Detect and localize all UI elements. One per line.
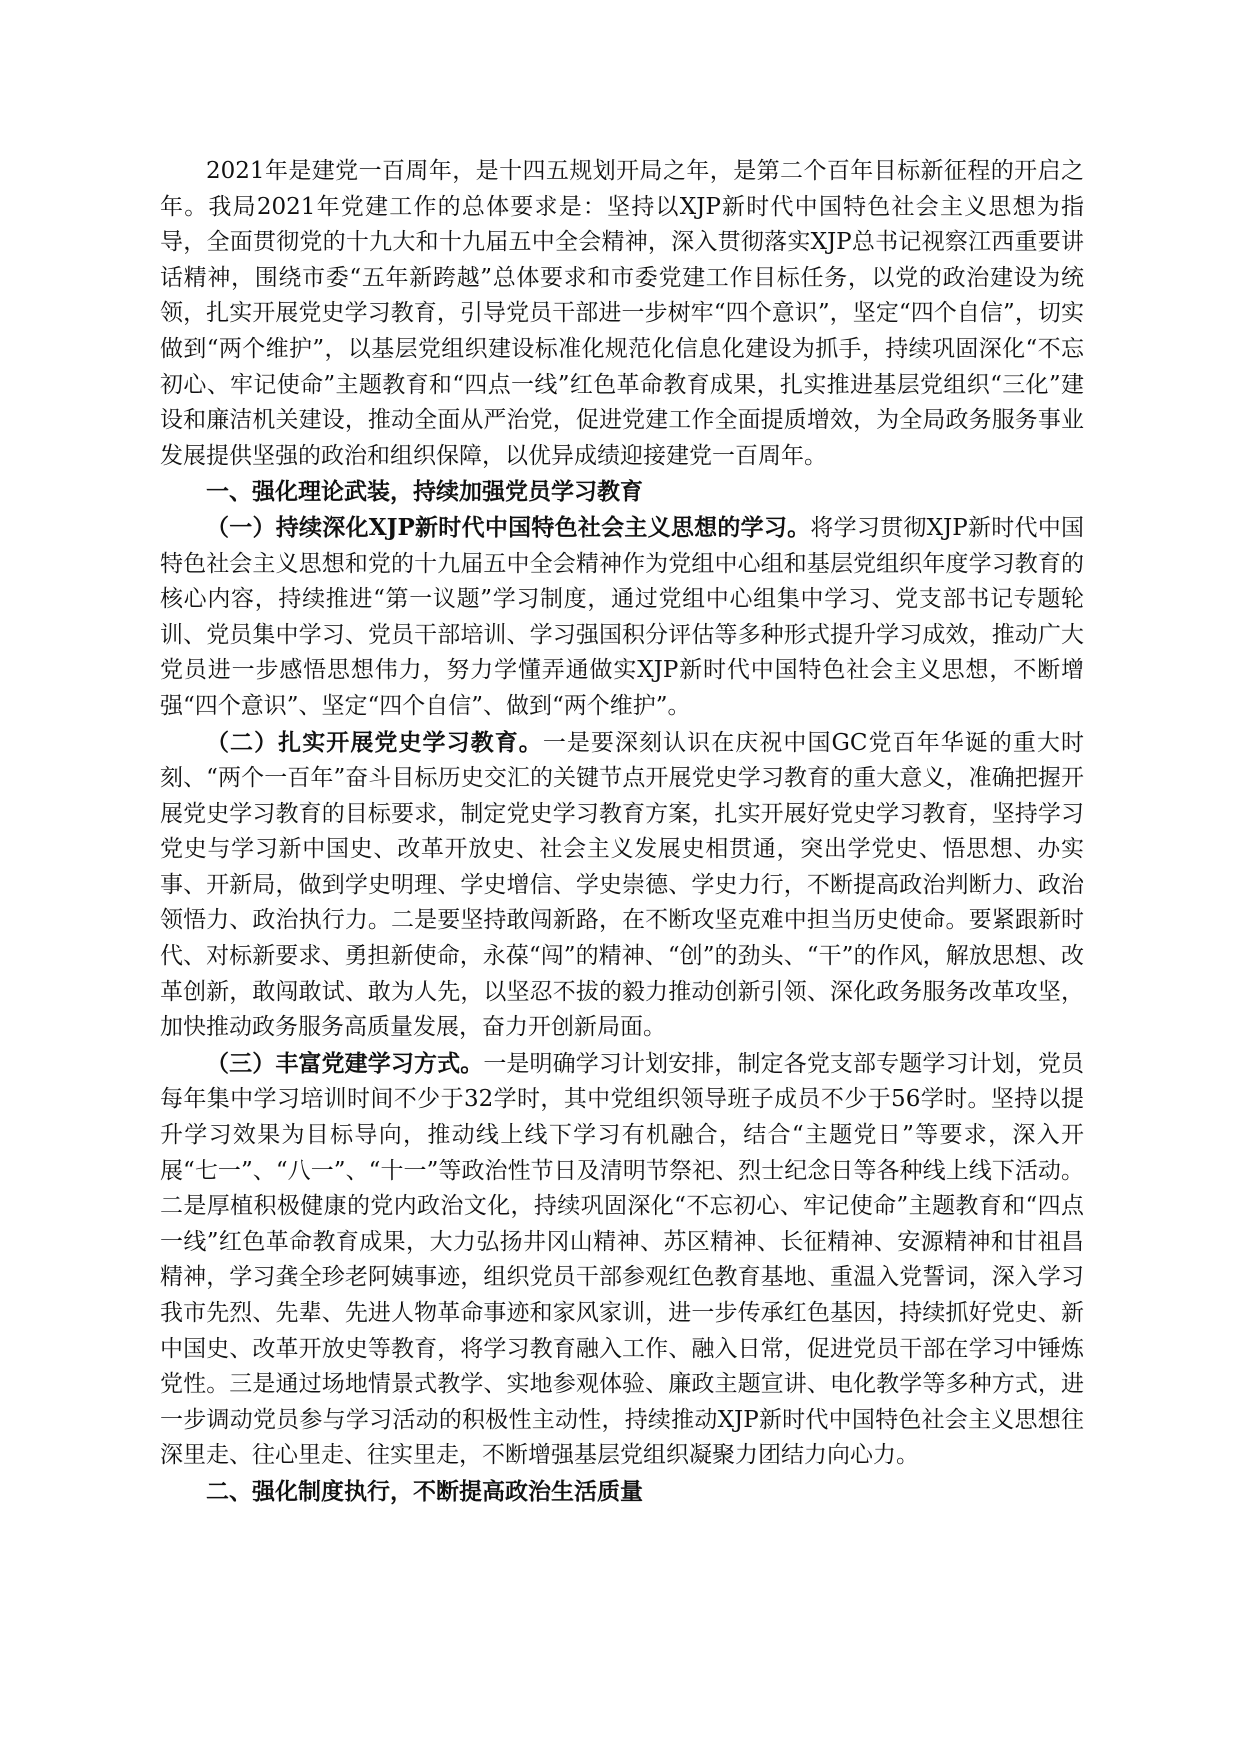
item-1-lead: （一）持续深化XJP新时代中国特色社会主义思想的学习。 <box>206 513 811 541</box>
item-3-lead: （三）丰富党建学习方式。 <box>206 1049 484 1077</box>
section-heading-2: 二、强化制度执行，不断提高政治生活质量 <box>206 1477 643 1505</box>
paragraph-item-2 <box>160 725 1084 1046</box>
section-heading-1: 一、强化理论武装，持续加强党员学习教育 <box>206 478 643 506</box>
item-3-body: 一是明确学习计划安排，制定各党支部专题学习计划，党员每年集中学习培训时间不少于32学时，其中党组织领导班子成员不少于56学时。坚持以提升学习效果为目标导向，推动线上线下学习有机融合，结合“主题党日”等要求，深入开展“七一”、“八一”、“十一”等政治性节日及清明节祭祀、烈士纪念日等各种线上线下活动。二是厚植积极健康的党内政治文化，持续巩固深化“不忘初心、牢记使命”主题教育和“四点一线”红色革命教育成果，大力弘扬井冈山精神、苏区精神、长征精神、安源精神和甘祖昌精神，学习龚全珍老阿姨事迹，组织党员干部参观红色教育基地、重温入党誓词，深入学习我市先烈、先辈、先进人物革命事迹和家风家训，进一步传承红色基因，持续抓好党史、新中国史、改革开放史等教育，将学习教育融入工作、融入日常，促进党员干部在学习中锤炼党性。三是通过场地情景式教学、实地参观体验、廉政主题宣讲、电化教学等多种方式，进一步调动党员参与学习活动的积极性主动性，持续推动XJP新时代中国特色社会主义思想往深里走、往心里走、往实里走，不断增强基层党组织凝聚力团结力向心力。 <box>160 1050 1085 1469</box>
paragraph-item-3 <box>160 1046 1084 1474</box>
item-2-body: 一是要深刻认识在庆祝中国GC党百年华诞的重大时刻、“两个一百年”奋斗目标历史交汇的关键节点开展党史学习教育的重大意义，准确把握开展党史学习教育的目标要求，制定党史学习教育方案，扎实开展好党史学习教育，坚持学习党史与学习新中国史、改革开放史、社会主义发展史相贯通，突出学党史、悟思想、办实事、开新局，做到学史明理、学史增信、学史崇德、学史力行，不断提高政治判断力、政治领悟力、政治执行力。二是要坚持敢闯新路，在不断攻坚克难中担当历史使命。要紧跟新时代、对标新要求、勇担新使命，永葆“闯”的精神、“创”的劲头、“干”的作风，解放思想、改革创新，敢闯敢试、敢为人先，以坚忍不拔的毅力推动创新引领、深化政务服务改革攻坚，加快推动政务服务高质量发展，奋力开创新局面。 <box>160 729 1084 1041</box>
document-body <box>160 154 1084 1510</box>
item-1-body: 将学习贯彻XJP新时代中国特色社会主义思想和党的十九届五中全会精神作为党组中心组和基层党组织年度学习教育的核心内容，持续推进“第一议题”学习制度，通过党组中心组集中学习、党支部书记专题轮训、党员集中学习、党员干部培训、学习强国积分评估等多种形式提升学习成效，推动广大党员进一步感悟思想伟力，努力学懂弄通做实XJP新时代中国特色社会主义思想，不断增强“四个意识”、坚定“四个自信”、做到“两个维护”。 <box>160 514 1084 719</box>
item-2-lead: （二）扎实开展党史学习教育。 <box>206 728 543 756</box>
paragraph-item-1 <box>160 510 1084 725</box>
intro-paragraph: 2021年是建党一百周年，是十四五规划开局之年，是第二个百年目标新征程的开启之年。我局2021年党建工作的总体要求是：坚持以XJP新时代中国特色社会主义思想为指导，全面贯彻党的十九大和十九届五中全会精神，深入贯彻落实XJP总书记视察江西重要讲话精神，围绕市委“五年新跨越”总体要求和市委党建工作目标任务，以党的政治建设为统领，扎实开展党史学习教育，引导党员干部进一步树牢“四个意识”，坚定“四个自信”，切实做到“两个维护”，以基层党组织建设标准化规范化信息化建设为抓手，持续巩固深化“不忘初心、牢记使命”主题教育和“四点一线”红色革命教育成果，扎实推进基层党组织“三化”建设和廉洁机关建设，推动全面从严治党，促进党建工作全面提质增效，为全局政务服务事业发展提供坚强的政治和组织保障，以优异成绩迎接建党一百周年。 <box>160 158 1084 469</box>
